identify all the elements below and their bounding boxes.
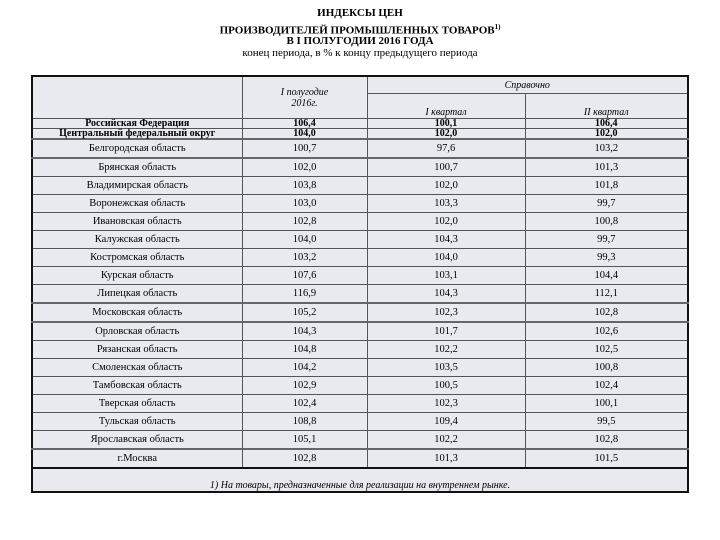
region-name: Костромская область	[32, 249, 242, 267]
q1-value: 100,7	[367, 158, 525, 177]
half-year-value: 104,2	[242, 359, 367, 377]
q2-value: 102,8	[525, 303, 688, 322]
q1-value: 97,6	[367, 139, 525, 158]
region-name: Липецкая область	[32, 285, 242, 304]
header-empty	[32, 76, 242, 119]
region-name: Тамбовская область	[32, 377, 242, 395]
region-name: Рязанская область	[32, 341, 242, 359]
half-year-value: 104,3	[242, 322, 367, 341]
q1-value: 102,3	[367, 303, 525, 322]
q2-value: 112,1	[525, 285, 688, 304]
table-row	[32, 213, 688, 231]
header-q1: I квартал	[367, 94, 525, 119]
half-year-value: 105,1	[242, 431, 367, 450]
q2-value: 100,8	[525, 213, 688, 231]
q2-value: 99,3	[525, 249, 688, 267]
half-year-value: 102,0	[242, 158, 367, 177]
q2-value: 99,5	[525, 413, 688, 431]
header-reference: Справочно	[367, 76, 688, 94]
region-name: Тверская область	[32, 395, 242, 413]
region-name: Смоленская область	[32, 359, 242, 377]
table-row	[32, 431, 688, 450]
region-name: Тульская область	[32, 413, 242, 431]
half-year-value: 103,0	[242, 195, 367, 213]
q2-value: 102,5	[525, 341, 688, 359]
q1-value: 103,5	[367, 359, 525, 377]
title-text: ПРОИЗВОДИТЕЛЕЙ ПРОМЫШЛЕННЫХ ТОВАРОВ	[219, 24, 495, 37]
table-row	[32, 195, 688, 213]
half-year-value: 104,0	[242, 129, 367, 140]
half-year-value: 104,8	[242, 341, 367, 359]
q1-value: 102,0	[367, 213, 525, 231]
table-row	[32, 377, 688, 395]
q2-value: 102,8	[525, 431, 688, 450]
half-year-value: 106,4	[242, 119, 367, 129]
q1-value: 102,0	[367, 177, 525, 195]
q2-value: 99,7	[525, 231, 688, 249]
table-row	[32, 158, 688, 177]
table-row	[32, 249, 688, 267]
table-row	[32, 449, 688, 468]
q1-value: 101,7	[367, 322, 525, 341]
q2-value: 99,7	[525, 195, 688, 213]
q1-value: 104,3	[367, 285, 525, 304]
region-name: Орловская область	[32, 322, 242, 341]
table-row	[32, 119, 688, 129]
q2-value: 100,8	[525, 359, 688, 377]
q2-value: 102,6	[525, 322, 688, 341]
header-q2: II квартал	[525, 94, 688, 119]
q1-value: 102,3	[367, 395, 525, 413]
q1-value: 102,2	[367, 431, 525, 450]
region-name: Ивановская область	[32, 213, 242, 231]
q1-value: 101,3	[367, 449, 525, 468]
q2-value: 106,4	[525, 119, 688, 129]
region-name: Брянская область	[32, 158, 242, 177]
region-name: Ярославская область	[32, 431, 242, 450]
half-year-value: 102,9	[242, 377, 367, 395]
table-row	[32, 267, 688, 285]
half-year-value: 103,8	[242, 177, 367, 195]
table-row	[32, 231, 688, 249]
q1-value: 104,0	[367, 249, 525, 267]
q1-value: 102,0	[367, 129, 525, 140]
half-year-value: 103,2	[242, 249, 367, 267]
half-year-value: 116,9	[242, 285, 367, 304]
title-line-3: В I ПОЛУГОДИИ 2016 ГОДА	[286, 35, 434, 47]
half-year-value: 105,2	[242, 303, 367, 322]
region-name: Московская область	[32, 303, 242, 322]
table-row	[32, 359, 688, 377]
price-index-table	[31, 75, 689, 493]
half-year-value: 100,7	[242, 139, 367, 158]
region-name: Российская Федерация	[32, 119, 242, 129]
q2-value: 104,4	[525, 267, 688, 285]
region-name: Владимирская область	[32, 177, 242, 195]
q1-value: 104,3	[367, 231, 525, 249]
q2-value: 102,4	[525, 377, 688, 395]
region-name: Центральный федеральный округ	[32, 129, 242, 140]
q1-value: 102,2	[367, 341, 525, 359]
q2-value: 103,2	[525, 139, 688, 158]
q1-value: 100,1	[367, 119, 525, 129]
half-year-value: 102,4	[242, 395, 367, 413]
q2-value: 100,1	[525, 395, 688, 413]
table-row	[32, 341, 688, 359]
q1-value: 103,3	[367, 195, 525, 213]
q2-value: 101,8	[525, 177, 688, 195]
q2-value: 101,3	[525, 158, 688, 177]
table-row	[32, 322, 688, 341]
footnote-ref: 1)	[494, 23, 501, 31]
table-row	[32, 303, 688, 322]
q1-value: 103,1	[367, 267, 525, 285]
footnote: 1) На товары, предназначенные для реализации на внутреннем рынке.	[32, 468, 688, 492]
table-row	[32, 285, 688, 304]
half-year-value: 108,8	[242, 413, 367, 431]
table-row	[32, 413, 688, 431]
half-year-value: 102,8	[242, 213, 367, 231]
region-name: Белгородская область	[32, 139, 242, 158]
region-name: Калужская область	[32, 231, 242, 249]
q2-value: 102,0	[525, 129, 688, 140]
table-row	[32, 177, 688, 195]
title-line-1: ИНДЕКСЫ ЦЕН	[317, 7, 403, 19]
half-year-value: 107,6	[242, 267, 367, 285]
half-year-value: 104,0	[242, 231, 367, 249]
region-name: Воронежская область	[32, 195, 242, 213]
half-year-value: 102,8	[242, 449, 367, 468]
subtitle: конец периода, в % к концу предыдущего периода	[242, 47, 478, 59]
header-half-year: I полугодие 2016г.	[242, 76, 367, 119]
q1-value: 100,5	[367, 377, 525, 395]
region-name: Курская область	[32, 267, 242, 285]
table-row	[32, 129, 688, 140]
table-row	[32, 395, 688, 413]
table-row	[32, 139, 688, 158]
q1-value: 109,4	[367, 413, 525, 431]
q2-value: 101,5	[525, 449, 688, 468]
region-name: г.Москва	[32, 449, 242, 468]
